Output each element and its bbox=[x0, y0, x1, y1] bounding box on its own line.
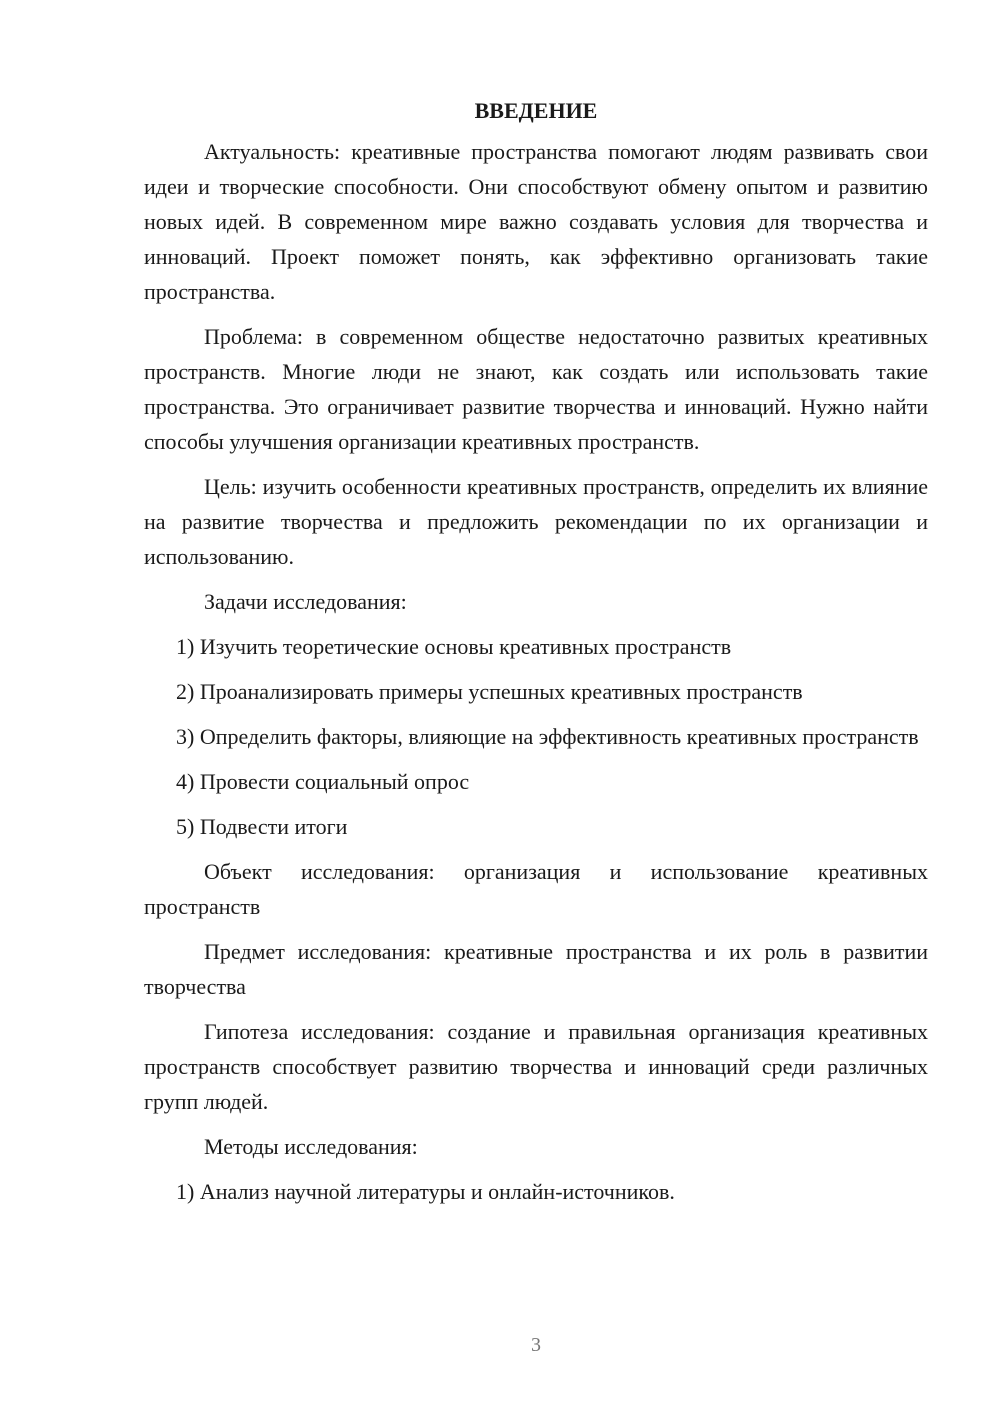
hypothesis-paragraph: Гипотеза исследования: создание и правильная организация креативных пространств способствует развитию творчества и инноваций среди различных групп людей. bbox=[144, 1019, 928, 1114]
goal-paragraph: Цель: изучить особенности креативных пространств, определить их влияние на развитие творчества и предложить рекомендации по их организации и использованию. bbox=[144, 474, 928, 569]
object-paragraph: Объект исследования: организация и использование креативных пространств bbox=[144, 859, 928, 919]
page-number: 3 bbox=[531, 1334, 541, 1356]
task-item: 4) Провести социальный опрос bbox=[176, 769, 470, 794]
task-item: 5) Подвести итоги bbox=[176, 814, 348, 839]
relevance-paragraph: Актуальность: креативные пространства помогают людям развивать свои идеи и творческие способности. Они способствуют обмену опытом и развитию новых идей. В современном мире важно создавать условия для творчества и инноваций. Проект поможет понять, как эффективно организовать такие пространства. bbox=[144, 139, 928, 304]
problem-paragraph: Проблема: в современном обществе недостаточно развитых креативных пространств. Многие люди не знают, как создать или использовать такие пространства. Это ограничивает развитие творчества и инноваций. Нужно найти способы улучшения организации креативных пространств. bbox=[144, 324, 928, 454]
tasks-title: Задачи исследования: bbox=[204, 589, 407, 614]
subject-paragraph: Предмет исследования: креативные пространства и их роль в развитии творчества bbox=[144, 939, 928, 999]
methods-title: Методы исследования: bbox=[204, 1134, 418, 1159]
task-item: 1) Изучить теоретические основы креативных пространств bbox=[176, 634, 732, 659]
section-heading: ВВЕДЕНИЕ bbox=[474, 98, 598, 123]
task-item: 2) Проанализировать примеры успешных креативных пространств bbox=[176, 679, 803, 704]
document-page bbox=[144, 96, 928, 1219]
method-item: 1) Анализ научной литературы и онлайн-источников. bbox=[176, 1179, 675, 1204]
task-item: 3) Определить факторы, влияющие на эффективность креативных пространств bbox=[176, 724, 919, 749]
